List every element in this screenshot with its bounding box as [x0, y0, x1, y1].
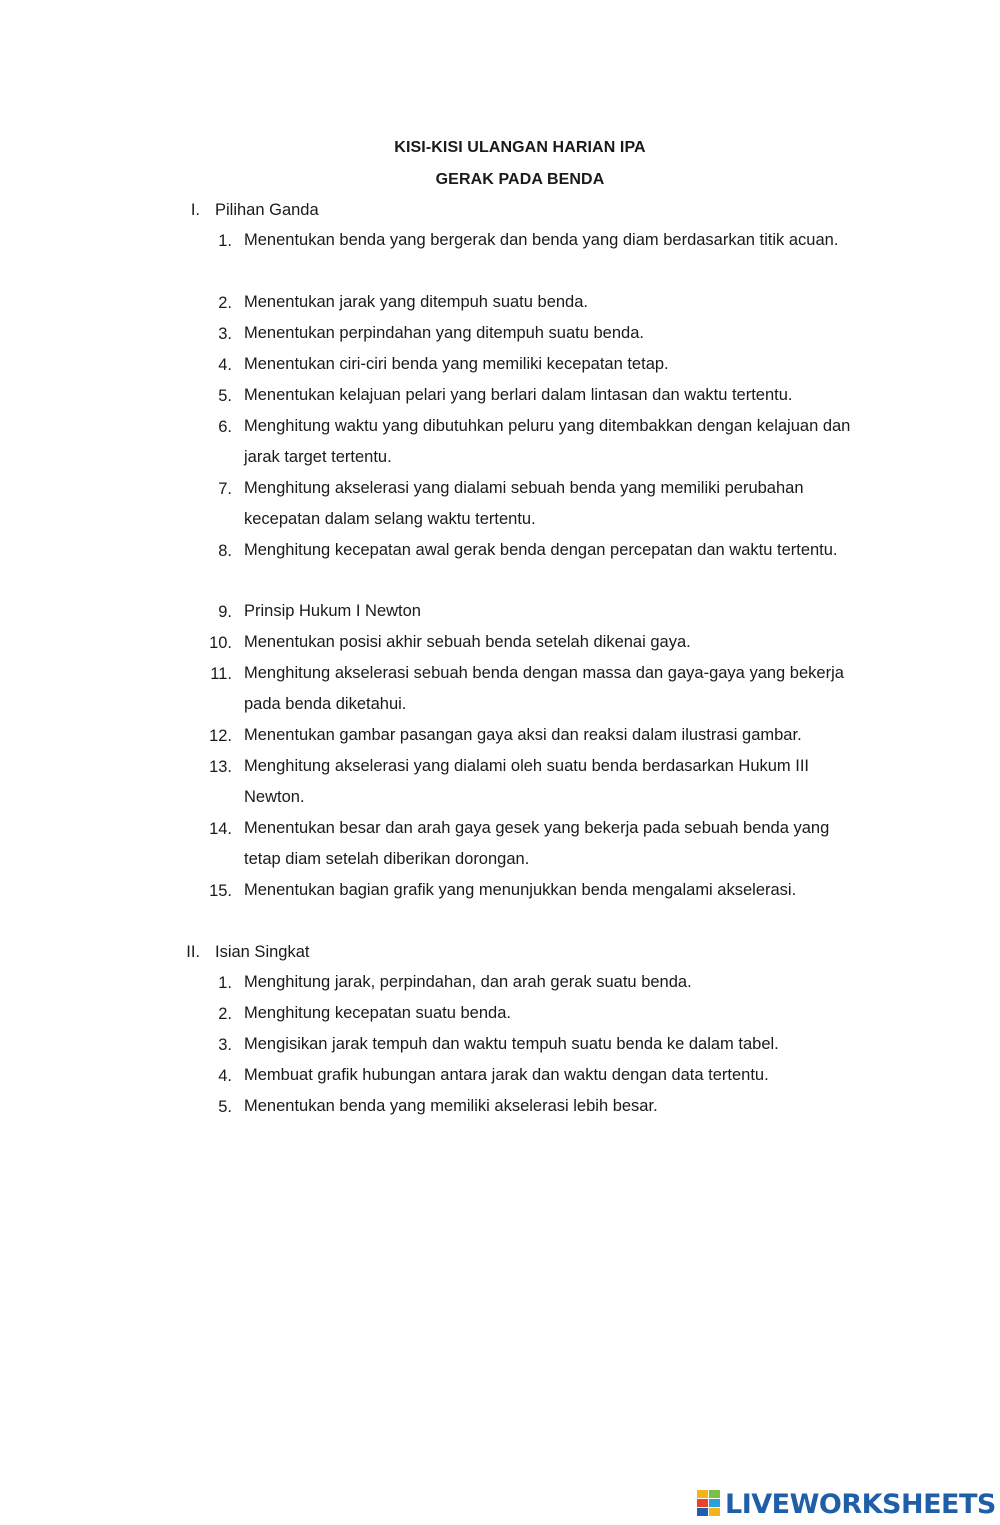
item-text: Menghitung jarak, perpindahan, dan arah gerak suatu benda.: [244, 973, 692, 991]
section-title: Isian Singkat: [215, 943, 310, 961]
item-number: 5.: [218, 1098, 232, 1116]
item-number: 1.: [218, 974, 232, 992]
item-text: Menghitung akselerasi yang dialami oleh suatu benda berdasarkan Hukum III Newton.: [244, 757, 810, 806]
item-text: Menghitung waktu yang dibutuhkan peluru yang ditembakkan dengan kelajuan dan jarak target tertentu.: [244, 417, 851, 466]
item-text: Menentukan benda yang bergerak dan benda yang diam berdasarkan titik acuan.: [244, 231, 839, 249]
item-number: 4.: [218, 1067, 232, 1085]
item-text: Menentukan kelajuan pelari yang berlari dalam lintasan dan waktu tertentu.: [244, 386, 793, 404]
section-title: Pilihan Ganda: [215, 201, 319, 219]
item-number: 11.: [210, 665, 232, 683]
item-text: Menghitung akselerasi yang dialami sebuah benda yang memiliki perubahan kecepatan dalam selang waktu tertentu.: [244, 479, 804, 528]
item-text: Menentukan benda yang memiliki akselerasi lebih besar.: [244, 1097, 658, 1115]
liveworksheets-logo-icon: [697, 1490, 721, 1521]
item-number: 10.: [209, 634, 232, 652]
item-number: 14.: [209, 820, 232, 838]
item-text: Menghitung akselerasi sebuah benda dengan massa dan gaya-gaya yang bekerja pada benda diketahui.: [244, 664, 844, 713]
item-text: Mengisikan jarak tempuh dan waktu tempuh suatu benda ke dalam tabel.: [244, 1035, 779, 1053]
item-number: 5.: [218, 387, 232, 405]
item-text: Menentukan jarak yang ditempuh suatu benda.: [244, 293, 588, 311]
liveworksheets-logo: [697, 1490, 996, 1520]
item-number: 6.: [218, 418, 232, 436]
liveworksheets-logo-text: LIVEWORKSHEETS: [725, 1489, 996, 1520]
item-text: Menentukan ciri-ciri benda yang memiliki kecepatan tetap.: [244, 355, 669, 373]
document-title: KISI-KISI ULANGAN HARIAN IPA: [394, 139, 646, 156]
item-text: Menentukan bagian grafik yang menunjukkan benda mengalami akselerasi.: [244, 881, 797, 899]
item-number: 4.: [218, 356, 232, 374]
section-numeral: I.: [190, 201, 200, 219]
item-number: 3.: [218, 325, 232, 343]
item-text: Menentukan posisi akhir sebuah benda setelah dikenai gaya.: [244, 633, 691, 651]
section-numeral: II.: [186, 943, 200, 961]
item-number: 2.: [218, 1005, 232, 1023]
item-text: Prinsip Hukum I Newton: [244, 602, 421, 620]
item-number: 7.: [218, 480, 232, 498]
item-text: Menentukan gambar pasangan gaya aksi dan reaksi dalam ilustrasi gambar.: [244, 726, 802, 744]
item-text: Menghitung kecepatan suatu benda.: [244, 1004, 511, 1022]
item-text: Menghitung kecepatan awal gerak benda dengan percepatan dan waktu tertentu.: [244, 541, 838, 559]
item-number: 12.: [209, 727, 232, 745]
item-number: 13.: [209, 758, 232, 776]
item-number: 1.: [218, 232, 232, 250]
item-text: Menentukan perpindahan yang ditempuh suatu benda.: [244, 324, 644, 342]
item-text: Menentukan besar dan arah gaya gesek yang bekerja pada sebuah benda yang tetap diam setelah diberikan dorongan.: [244, 819, 830, 868]
document-subtitle: GERAK PADA BENDA: [435, 171, 605, 188]
item-text: Membuat grafik hubungan antara jarak dan waktu dengan data tertentu.: [244, 1066, 769, 1084]
item-number: 3.: [218, 1036, 232, 1054]
item-number: 2.: [218, 294, 232, 312]
item-number: 9.: [218, 603, 232, 621]
item-number: 8.: [218, 542, 232, 560]
item-number: 15.: [209, 882, 232, 900]
